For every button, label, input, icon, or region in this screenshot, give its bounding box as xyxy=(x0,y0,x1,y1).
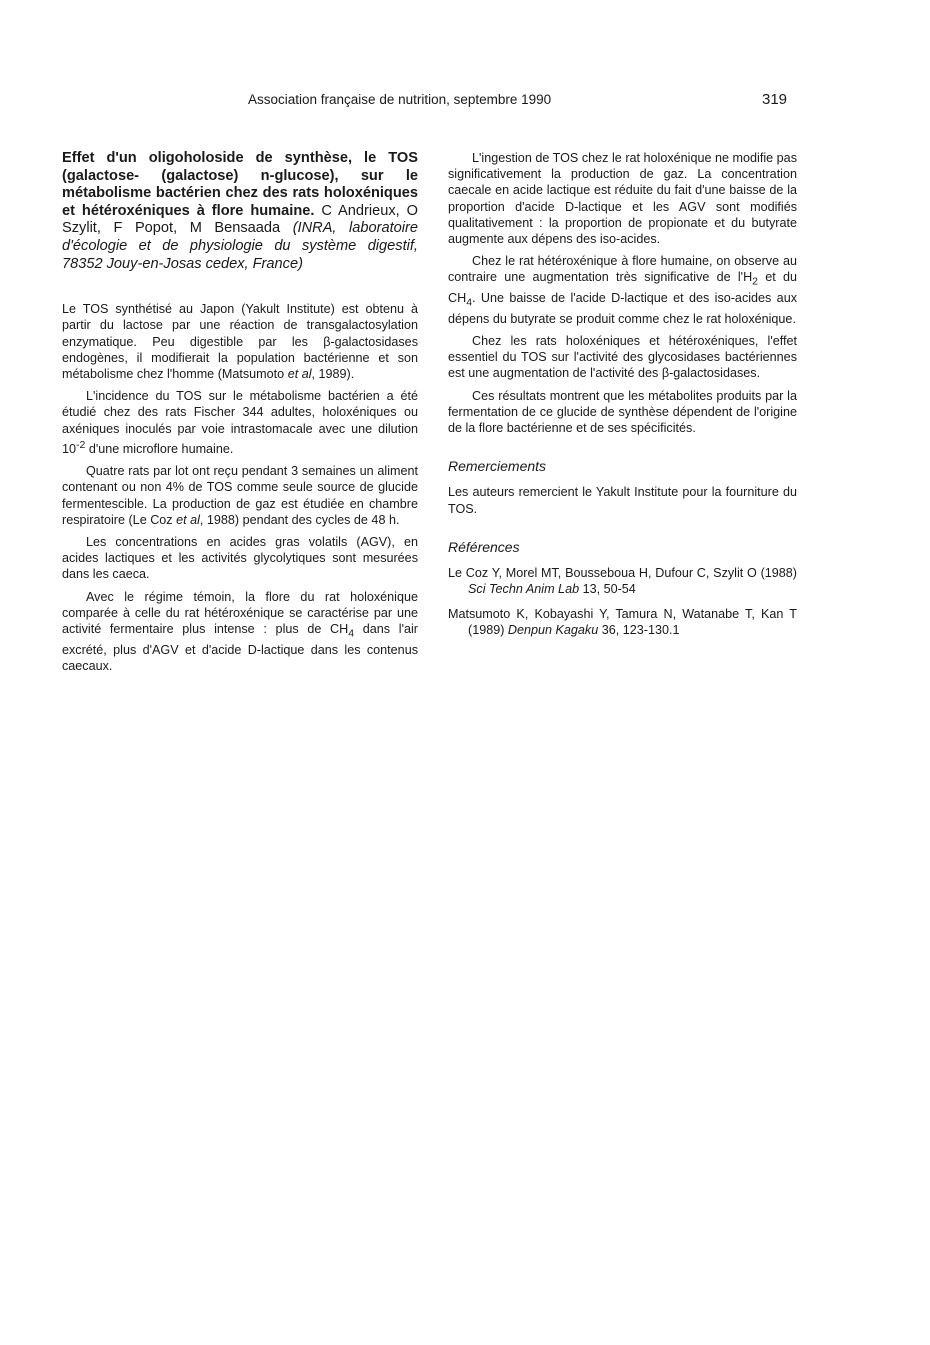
paragraph: Chez les rats holoxéniques et hétéroxéniques, l'effet essentiel du TOS sur l'activité des glycosidases bactériennes est une augmentation de l'activité des β-galactosidases. xyxy=(448,334,797,381)
paragraph: Les concentrations en acides gras volatils (AGV), en acides lactiques et les activités glycolytiques sont mesurées dans les caeca. xyxy=(62,534,418,582)
paragraph: Quatre rats par lot ont reçu pendant 3 semaines un aliment contenant ou non 4% de TOS comme seule source de glucide fermentescible. La production de gaz est étudiée en chambre respiratoire (Le Coz et al, 1988) pendant des cycles de 48 h. xyxy=(62,464,418,527)
article-authors: C Andrieux, O Szylit, F Popot, M Bensaada xyxy=(62,202,418,237)
paragraph: L'ingestion de TOS chez le rat holoxénique ne modifie pas significativement la production de gaz. La concentration caecale en acide lactique est réduite du fait d'une baisse de la proportion d'acide D-lactique et les AGV sont modifiés qualitativement : la proportion de propionate et du butyrate augmente aux dépens des iso-acides. xyxy=(448,151,797,247)
acknowledgements-heading: Remerciements xyxy=(448,458,547,475)
reference-item: Le Coz Y, Morel MT, Bousseboua H, Dufour C, Szylit O (1988) Sci Techn Anim Lab 13, 50-54 xyxy=(448,566,797,597)
right-column xyxy=(448,150,797,646)
running-head: Association française de nutrition, septembre 1990 xyxy=(248,92,552,107)
acknowledgements-text: Les auteurs remercient le Yakult Institute pour la fourniture du TOS. xyxy=(448,485,797,516)
paragraph: Chez le rat hétéroxénique à flore humaine, on observe au contraire une augmentation très significative de $l'H_2$ et du $CH_4$. Une baisse de l'acide D-lactique et des iso-acides aux dépens du butyrate se produit comme chez le rat holoxénique. xyxy=(448,254,798,326)
page-number: 319 xyxy=(762,91,788,108)
paragraph: Ces résultats montrent que les métabolites produits par la fermentation de ce glucide de synthèse dépendent de l'origine de la flore bactérienne et de ses spécificités. xyxy=(448,388,797,436)
article-title: Effet d'un oligoholoside de synthèse, le TOS (galactose- (galactose) n-glucose), sur le métabolisme bactérien chez des rats holoxéniques et hétéroxéniques à flore humaine. xyxy=(62,150,418,219)
reference-item: Matsumoto K, Kobayashi Y, Tamura N, Watanabe T, Kan T (1989) Denpun Kagaku 36, 123-130.1 xyxy=(448,606,797,637)
left-column xyxy=(62,150,418,680)
article-affiliation: (INRA, laboratoire d'écologie et de physiologie du système digestif, 78352 Jouy-en-Josas cedex, France) xyxy=(62,220,418,272)
references-heading: Références xyxy=(448,538,520,555)
article-heading xyxy=(62,150,418,273)
paragraph: Avec le régime témoin, la flore du rat holoxénique comparée à celle du rat hétéroxénique se caractérise par une activité fermentaire plus intense : plus de $CH_4$ dans l'air excrété, plus d'AGV et d'acide D-lactique dans les contenus caecaux. xyxy=(62,589,418,673)
paragraph: L'incidence du TOS sur le métabolisme bactérien a été étudié chez des rats Fischer 344 adultes, holoxéniques ou axéniques inoculés par voie intrastomacale avec une dilution $10^{-2}$ d'une microflore humaine. xyxy=(62,389,418,456)
paragraph: Le TOS synthétisé au Japon (Yakult Institute) est obtenu à partir du lactose par une réaction de transgalactosylation enzymatique. Peu digestible par les β-galactosidases endogènes, il modifierait la population bactérienne et son métabolisme chez l'homme (Matsumoto et al, 1989). xyxy=(62,302,418,381)
page-header xyxy=(0,92,930,112)
